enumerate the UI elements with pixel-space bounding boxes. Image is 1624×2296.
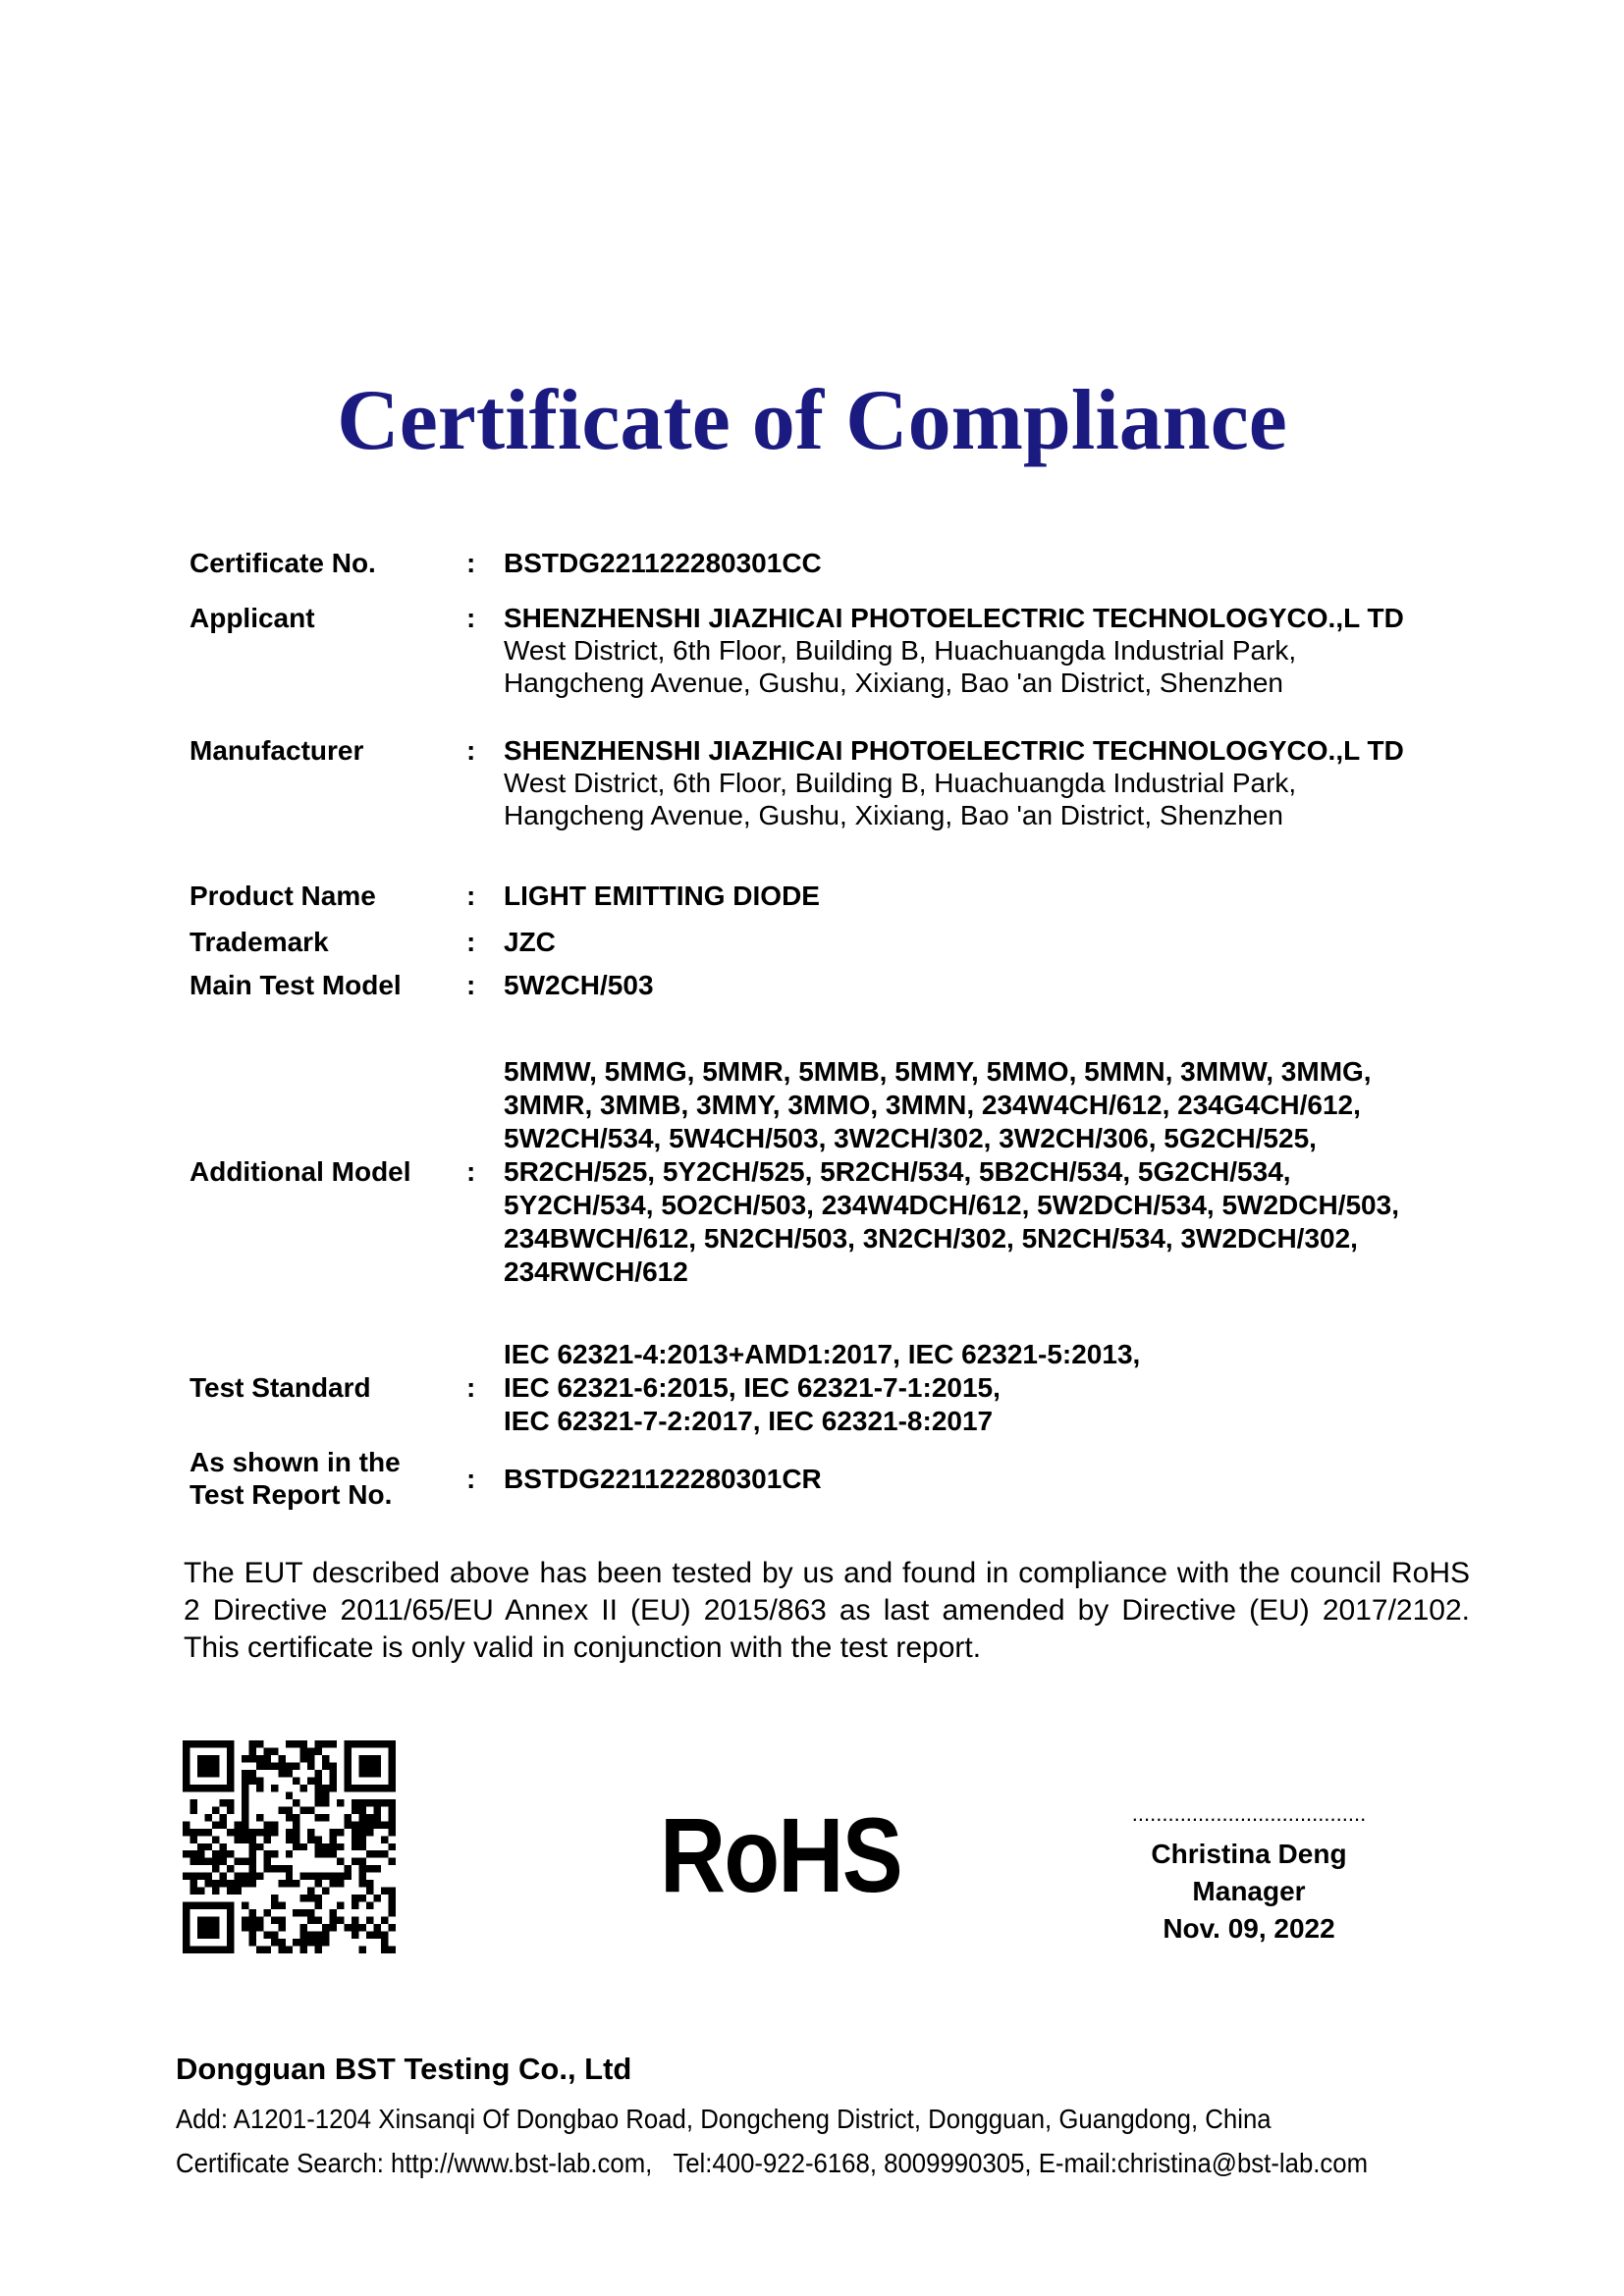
- certificate-title: Certificate of Compliance: [337, 373, 1287, 468]
- field-certificate-no: [189, 547, 1469, 579]
- manufacturer-address: West District, 6th Floor, Building B, Huachuangda Industrial Park, Hangcheng Avenue, Gushu, Xixiang, Bao 'an District, Shenzhen: [504, 768, 1297, 830]
- signatory-name: Christina Deng: [1151, 1839, 1347, 1869]
- field-value: [504, 734, 1469, 831]
- field-main-test-model: [189, 969, 1469, 1001]
- field-colon: :: [466, 970, 476, 1000]
- qr-code: [183, 1740, 396, 1953]
- field-value: LIGHT EMITTING DIODE: [504, 881, 820, 911]
- field-colon: :: [466, 735, 476, 766]
- company-address: Add: A1201-1204 Xinsanqi Of Dongbao Road, Dongcheng District, Dongguan, Guangdong, China: [176, 2104, 1272, 2134]
- applicant-address: West District, 6th Floor, Building B, Huachuangda Industrial Park, Hangcheng Avenue, Gushu, Xixiang, Bao 'an District, Shenzhen: [504, 635, 1297, 698]
- signatory-title: Manager: [1192, 1876, 1306, 1906]
- field-value: BSTDG221122280301CC: [504, 548, 822, 578]
- field-colon: :: [466, 1372, 476, 1403]
- certificate-search-line: Certificate Search: http://www.bst-lab.com, Tel:400-922-6168, 8009990305, E-mail:christina@bst-lab.com: [176, 2148, 1369, 2178]
- field-test-standard: [189, 1338, 1469, 1438]
- field-test-report-no: [189, 1446, 1469, 1511]
- field-label: Main Test Model: [189, 970, 402, 1000]
- field-colon: :: [466, 548, 476, 578]
- field-colon: :: [466, 603, 476, 633]
- field-label: Manufacturer: [189, 735, 364, 766]
- field-product-name: [189, 880, 1469, 912]
- field-label: As shown in the Test Report No.: [189, 1447, 401, 1510]
- manufacturer-name: SHENZHENSHI JIAZHICAI PHOTOELECTRIC TECHNOLOGYCO.,L TD: [504, 735, 1404, 766]
- field-label: Trademark: [189, 927, 329, 957]
- field-value: IEC 62321-4:2013+AMD1:2017, IEC 62321-5:2013, IEC 62321-6:2015, IEC 62321-7-1:2015, IEC 62321-7-2:2017, IEC 62321-8:2017: [504, 1339, 1141, 1436]
- compliance-statement: The EUT described above has been tested by us and found in compliance with the council RoHS 2 Directive 2011/65/EU Annex II (EU) 2015/863 as last amended by Directive (EU) 2017/2102. This certificate is only valid in conjunction with the test report.: [184, 1557, 1470, 1664]
- field-label: Certificate No.: [189, 548, 376, 578]
- field-value: JZC: [504, 927, 556, 957]
- company-name: Dongguan BST Testing Co., Ltd: [176, 2052, 632, 2086]
- info-table: [189, 547, 1469, 1511]
- field-label: Test Standard: [189, 1372, 371, 1403]
- field-colon: :: [466, 927, 476, 957]
- signature-dotted-line: .......................................: [1131, 1801, 1367, 1826]
- field-additional-model: [189, 1055, 1469, 1289]
- field-applicant: [189, 602, 1469, 699]
- field-colon: :: [466, 881, 476, 911]
- field-value: 5W2CH/503: [504, 970, 654, 1000]
- field-value: BSTDG221122280301CR: [504, 1463, 822, 1494]
- field-trademark: [189, 926, 1469, 958]
- field-label: Additional Model: [189, 1156, 411, 1187]
- signature-block: [1102, 1801, 1396, 1945]
- signature-date: Nov. 09, 2022: [1163, 1913, 1335, 1944]
- field-value: 5MMW, 5MMG, 5MMR, 5MMB, 5MMY, 5MMO, 5MMN, 3MMW, 3MMG, 3MMR, 3MMB, 3MMY, 3MMO, 3MMN, 234W4CH/612, 234G4CH/612, 5W2CH/534, 5W4CH/503, 3W2CH/302, 3W2CH/306, 5G2CH/525, 5R2CH/525, 5Y2CH/525, 5R2CH/534, 5B2CH/534, 5G2CH/534, 5Y2CH/534, 5O2CH/503, 234W4DCH/612, 5W2DCH/534, 5W2DCH/503, 234BWCH/612, 5N2CH/503, 3N2CH/302, 5N2CH/534, 3W2DCH/302, 234RWCH/612: [504, 1056, 1399, 1287]
- applicant-name: SHENZHENSHI JIAZHICAI PHOTOELECTRIC TECHNOLOGYCO.,L TD: [504, 603, 1404, 633]
- rohs-logo: RoHS: [660, 1795, 901, 1914]
- field-colon: :: [466, 1156, 476, 1187]
- field-label: Applicant: [189, 603, 315, 633]
- field-value: [504, 602, 1469, 699]
- footer: [176, 2052, 1501, 2179]
- field-label: Product Name: [189, 881, 376, 911]
- field-colon: :: [466, 1463, 476, 1494]
- field-manufacturer: [189, 734, 1469, 831]
